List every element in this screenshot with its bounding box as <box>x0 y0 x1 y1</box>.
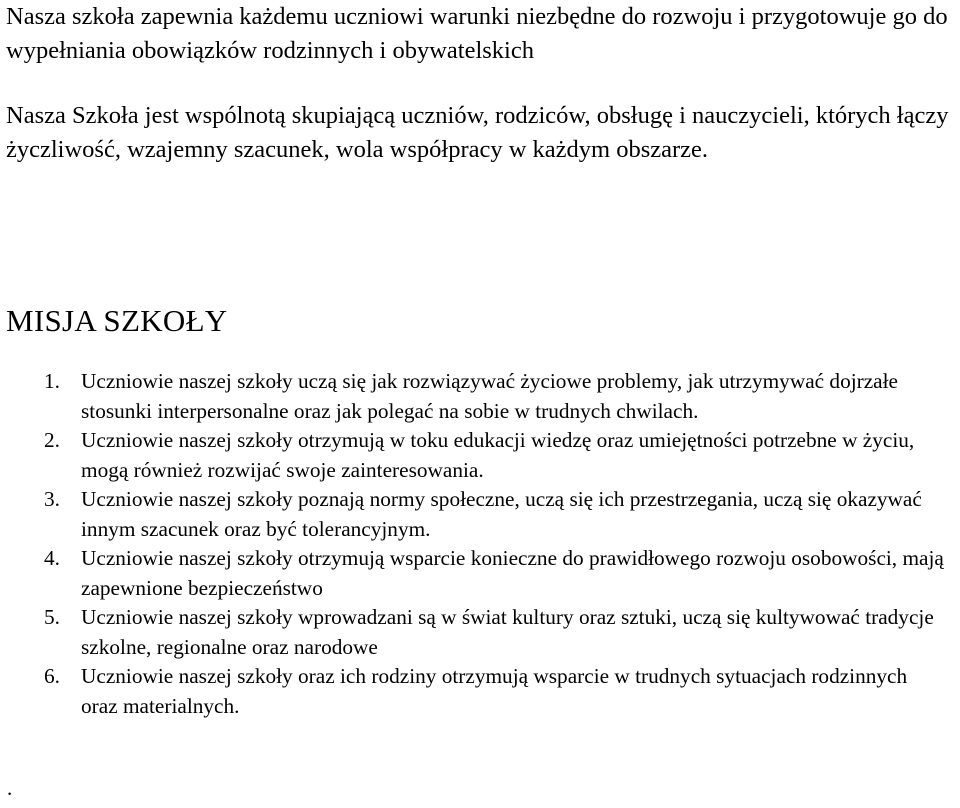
mission-item-text: Uczniowie naszej szkoły poznają normy społeczne, uczą się ich przestrzegania, uczą się okazywać innym szacunek oraz być tolerancyjnym. <box>81 487 922 541</box>
mission-item-number: 3. <box>44 487 60 511</box>
intro-paragraph-1: Nasza szkoła zapewnia każdemu uczniowi warunki niezbędne do rozwoju i przygotowuje go do wypełniania obowiązków rodzinnych i obywatelskich <box>6 3 948 64</box>
mission-item-number: 6. <box>44 664 60 688</box>
mission-item-number: 5. <box>44 605 60 629</box>
mission-list <box>0 367 960 721</box>
mission-item-text: Uczniowie naszej szkoły oraz ich rodziny otrzymują wsparcie w trudnych sytuacjach rodzinnych oraz materialnych. <box>81 664 908 718</box>
mission-item-text: Uczniowie naszej szkoły uczą się jak rozwiązywać życiowe problemy, jak utrzymywać dojrzałe stosunki interpersonalne oraz jak polegać na sobie w trudnych chwilach. <box>81 369 899 423</box>
mission-item-number: 1. <box>44 369 60 393</box>
mission-item-text: Uczniowie naszej szkoły otrzymują w toku edukacji wiedzę oraz umiejętności potrzebne w życiu, mogą również rozwijać swoje zainteresowania. <box>81 428 915 482</box>
footer-dot: . <box>7 776 13 800</box>
mission-item-text: Uczniowie naszej szkoły wprowadzani są w świat kultury oraz sztuki, uczą się kultywować tradycje szkolne, regionalne oraz narodowe <box>81 605 934 659</box>
mission-item-5 <box>0 603 960 662</box>
mission-heading: MISJA SZKOŁY <box>6 303 228 338</box>
mission-item-1 <box>0 367 960 426</box>
mission-item-3 <box>0 485 960 544</box>
mission-item-6 <box>0 662 960 721</box>
intro-paragraph-2: Nasza Szkoła jest wspólnotą skupiającą uczniów, rodziców, obsługę i nauczycieli, których łączy życzliwość, wzajemny szacunek, wola współpracy w każdym obszarze. <box>6 102 949 163</box>
mission-item-number: 4. <box>44 546 60 570</box>
mission-item-4 <box>0 544 960 603</box>
mission-item-number: 2. <box>44 428 60 452</box>
mission-item-2 <box>0 426 960 485</box>
mission-item-text: Uczniowie naszej szkoły otrzymują wsparcie konieczne do prawidłowego rozwoju osobowości, mają zapewnione bezpieczeństwo <box>81 546 944 600</box>
